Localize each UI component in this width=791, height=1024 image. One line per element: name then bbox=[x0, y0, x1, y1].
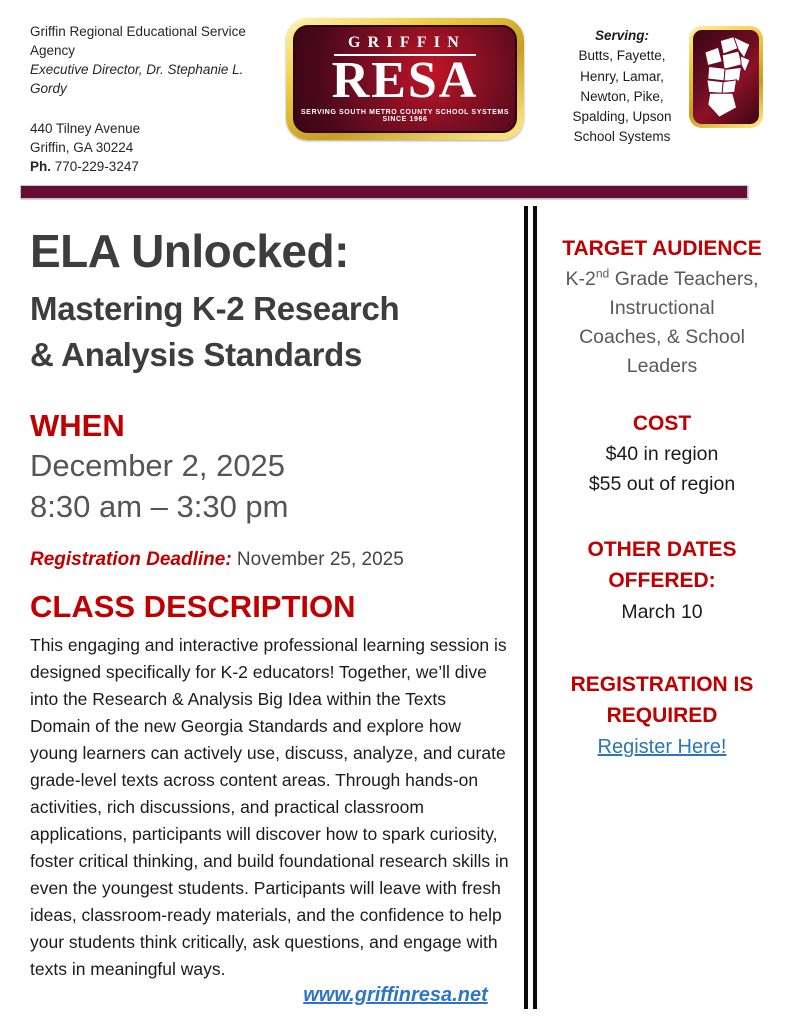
other-dates-heading: OTHER DATES OFFERED: bbox=[587, 537, 737, 593]
address-block bbox=[30, 119, 282, 176]
deadline-label: Registration Deadline: bbox=[30, 548, 232, 570]
cost-heading: COST bbox=[632, 411, 692, 435]
serving-counties-list bbox=[567, 26, 677, 148]
phone-line bbox=[30, 157, 282, 176]
other-date-value: March 10 bbox=[621, 600, 703, 623]
resa-logo-inner bbox=[293, 25, 517, 133]
phone-label: Ph. bbox=[30, 158, 52, 174]
register-here-link[interactable]: Register Here! bbox=[597, 735, 727, 758]
phone-number: 770-229-3247 bbox=[51, 158, 139, 174]
agency-name: Griffin Regional Educational Service Agency bbox=[30, 24, 246, 59]
cost-out-of-region: $55 out of region bbox=[588, 473, 736, 496]
subtitle-line2: & Analysis Standards bbox=[30, 335, 363, 373]
logo-resa-text: RESA bbox=[331, 52, 479, 109]
class-description-text: This engaging and interactive professional learning session is designed specifically for K-2 educators! Together, we’ll dive into the Research & Analysis Big Idea within the Texts Domain of the new Georgia Standards and explore how young learners can actively use, discuss, analyze, and curate grade-level texts across content areas. Through hands-on activities, rich discussions, and practical classroom applications, participants will discover how to spark curiosity, foster critical thinking, and build foundational research skills in even the youngest students. Participants will leave with fresh ideas, classroom-ready materials, and the confidence to help your students think critically, ask questions, and engage with texts in meaningful ways. bbox=[30, 635, 509, 980]
subtitle-line1: Mastering K-2 Research bbox=[30, 289, 400, 327]
ordinal-superscript: nd bbox=[595, 266, 610, 281]
county-map-shapes bbox=[697, 33, 755, 121]
serving-line: Newton, Pike, bbox=[580, 88, 664, 104]
serving-section bbox=[567, 18, 763, 148]
audience-line3: Coaches, & School bbox=[579, 326, 745, 349]
event-date: December 2, 2025 bbox=[30, 447, 286, 483]
serving-line: Henry, Lamar, bbox=[580, 68, 664, 84]
serving-line: Butts, Fayette, bbox=[578, 48, 666, 64]
resa-logo bbox=[286, 18, 524, 140]
logo-tagline: SERVING SOUTH METRO COUNTY SCHOOL SYSTEMS bbox=[300, 108, 510, 116]
serving-line: School Systems bbox=[573, 129, 671, 145]
cost-in-region: $40 in region bbox=[605, 443, 719, 466]
registration-deadline bbox=[30, 548, 510, 573]
audience-line2: Instructional bbox=[609, 296, 715, 319]
website-link[interactable]: www.griffinresa.net bbox=[303, 984, 488, 1006]
content-area bbox=[0, 199, 791, 1009]
page-subtitle bbox=[30, 286, 510, 377]
main-column bbox=[0, 199, 524, 983]
deadline-date: November 25, 2025 bbox=[231, 548, 404, 570]
sidebar bbox=[537, 199, 791, 759]
serving-line: Spalding, Upson bbox=[572, 109, 672, 124]
agency-info-block bbox=[30, 18, 282, 176]
target-audience-text bbox=[549, 265, 775, 382]
address-line1: 440 Tilney Avenue bbox=[30, 120, 141, 136]
when-heading: WHEN bbox=[30, 408, 125, 444]
registration-required-heading: REGISTRATION IS REQUIRED bbox=[570, 672, 754, 728]
address-line2: Griffin, GA 30224 bbox=[30, 139, 134, 155]
footer bbox=[0, 984, 791, 1007]
audience-line1: K-2nd Grade Teachers, bbox=[565, 266, 759, 290]
service-area-map-icon bbox=[689, 26, 763, 128]
class-description-heading: CLASS DESCRIPTION bbox=[30, 589, 356, 625]
page-title: ELA Unlocked: bbox=[30, 225, 349, 278]
logo-since: SINCE 1966 bbox=[382, 115, 428, 123]
audience-line4: Leaders bbox=[626, 355, 698, 378]
vertical-double-rule bbox=[524, 206, 537, 1009]
executive-director: Executive Director, Dr. Stephanie L. Gordy bbox=[30, 62, 244, 97]
event-time: 8:30 am – 3:30 pm bbox=[30, 488, 289, 524]
target-audience-heading: TARGET AUDIENCE bbox=[562, 237, 762, 261]
header bbox=[0, 0, 791, 176]
logo-griffin-text: GRIFFIN bbox=[334, 34, 476, 56]
serving-label: Serving: bbox=[594, 28, 649, 43]
maroon-divider-bar bbox=[20, 185, 748, 199]
